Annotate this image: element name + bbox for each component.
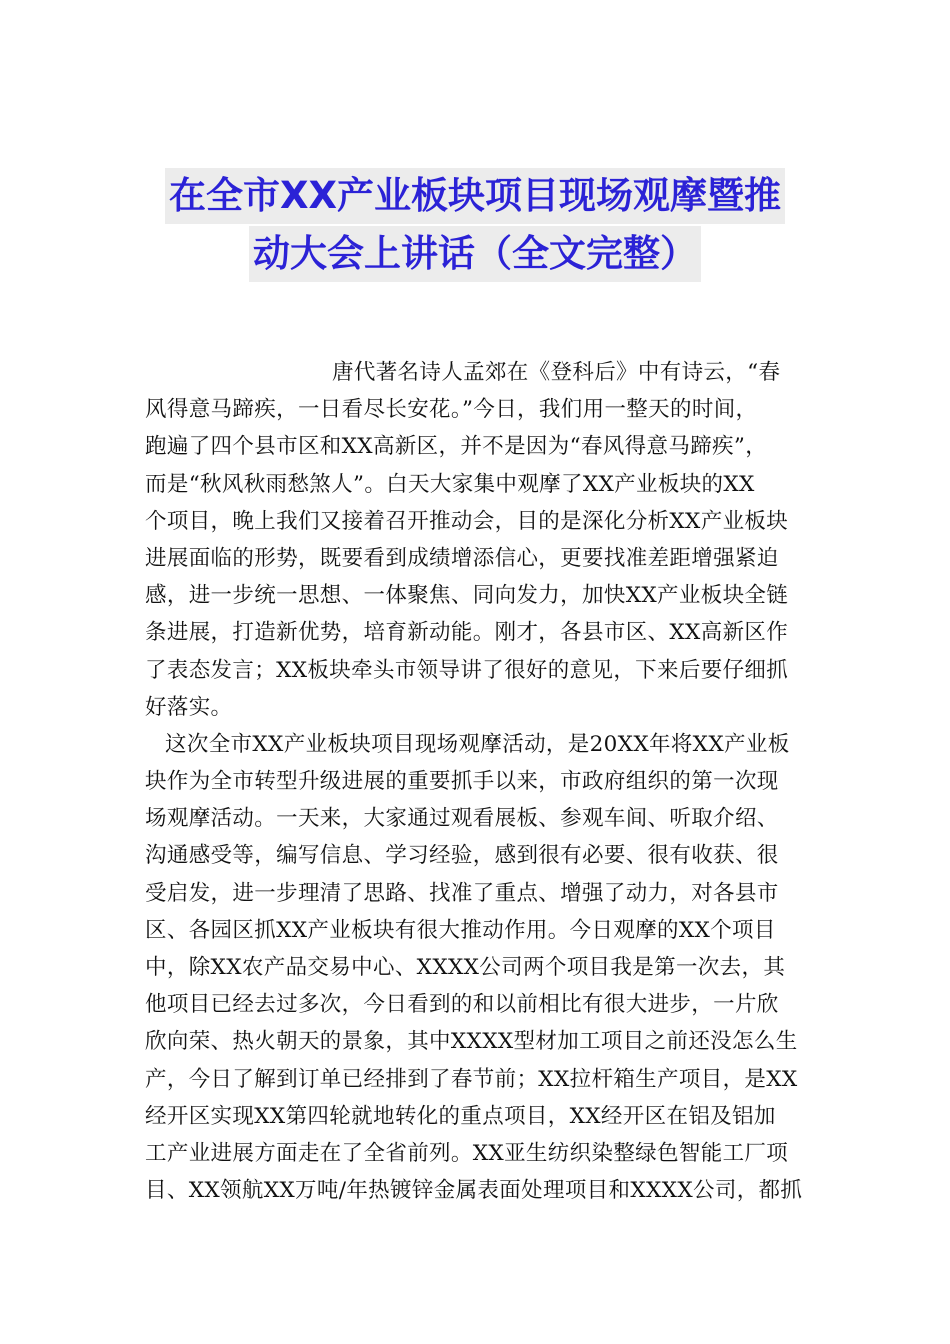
title-line-2: 动大会上讲话（全文完整） — [249, 226, 701, 282]
text-line: 欣向荣、热火朝天的景象，其中XXXX型材加工项目之前还没怎么生 — [145, 1029, 798, 1055]
title-line-1: 在全市XX产业板块项目现场观摩暨推 — [165, 168, 785, 224]
text-line: 进展面临的形势，既要看到成绩增添信心，更要找准差距增强紧迫 — [145, 545, 779, 571]
text-line: 他项目已经去过多次，今日看到的和以前相比有很大进步，一片欣 — [145, 992, 779, 1018]
text-line: 区、各园区抓XX产业板块有很大推动作用。今日观摩的XX个项目 — [145, 917, 776, 943]
text-line: 产，今日了解到订单已经排到了春节前；XX拉杆箱生产项目，是XX — [145, 1066, 798, 1092]
text-line: 风得意马蹄疾，一日看尽长安花。”今日，我们用一整天的时间， — [145, 397, 758, 423]
text-line: 这次全市XX产业板块项目现场观摩活动，是20XX年将XX产业板 — [165, 731, 790, 757]
text-line: 好落实。 — [145, 694, 233, 720]
text-line: 目、XX领航XX万吨/年热镀锌金属表面处理项目和XXXX公司，都抓 — [145, 1178, 803, 1204]
text-line: 唐代著名诗人孟郊在《登科后》中有诗云，“春 — [332, 360, 781, 385]
text-line: 受启发，进一步理清了思路、找准了重点、增强了动力，对各县市 — [145, 880, 779, 906]
paragraph-1 — [145, 354, 810, 726]
text-line: 沟通感受等，编写信息、学习经验，感到很有必要、很有收获、很 — [145, 843, 779, 869]
text-line: 了表态发言；XX板块牵头市领导讲了很好的意见，下来后要仔细抓 — [145, 657, 789, 683]
text-line: 中，除XX农产品交易中心、XXXX公司两个项目我是第一次去，其 — [145, 955, 786, 980]
text-line: 个项目，晚上我们又接着召开推动会，目的是深化分析XX产业板块 — [145, 508, 789, 534]
text-line: 条进展，打造新优势，培育新动能。刚才，各县市区、XX高新区作 — [145, 620, 789, 646]
text-line: 经开区实现XX第四轮就地转化的重点项目，XX经开区在铝及铝加 — [145, 1103, 776, 1129]
text-line: 而是“秋风秋雨愁煞人”。白天大家集中观摩了XX产业板块的XX — [145, 471, 755, 497]
document-body — [145, 354, 810, 1209]
text-line: 工产业进展方面走在了全省前列。XX亚生纺织染整绿色智能工厂项 — [145, 1140, 789, 1166]
text-line: 跑遍了四个县市区和XX高新区，并不是因为“春风得意马蹄疾”， — [145, 434, 768, 460]
paragraph-2 — [145, 726, 810, 1209]
text-line: 场观摩活动。一天来，大家通过观看展板、参观车间、听取介绍、 — [145, 806, 779, 832]
text-line: 块作为全市转型升级进展的重要抓手以来，市政府组织的第一次现 — [145, 769, 779, 795]
document-title — [0, 168, 950, 284]
text-line: 感，进一步统一思想、一体聚焦、同向发力，加快XX产业板块全链 — [145, 583, 789, 609]
